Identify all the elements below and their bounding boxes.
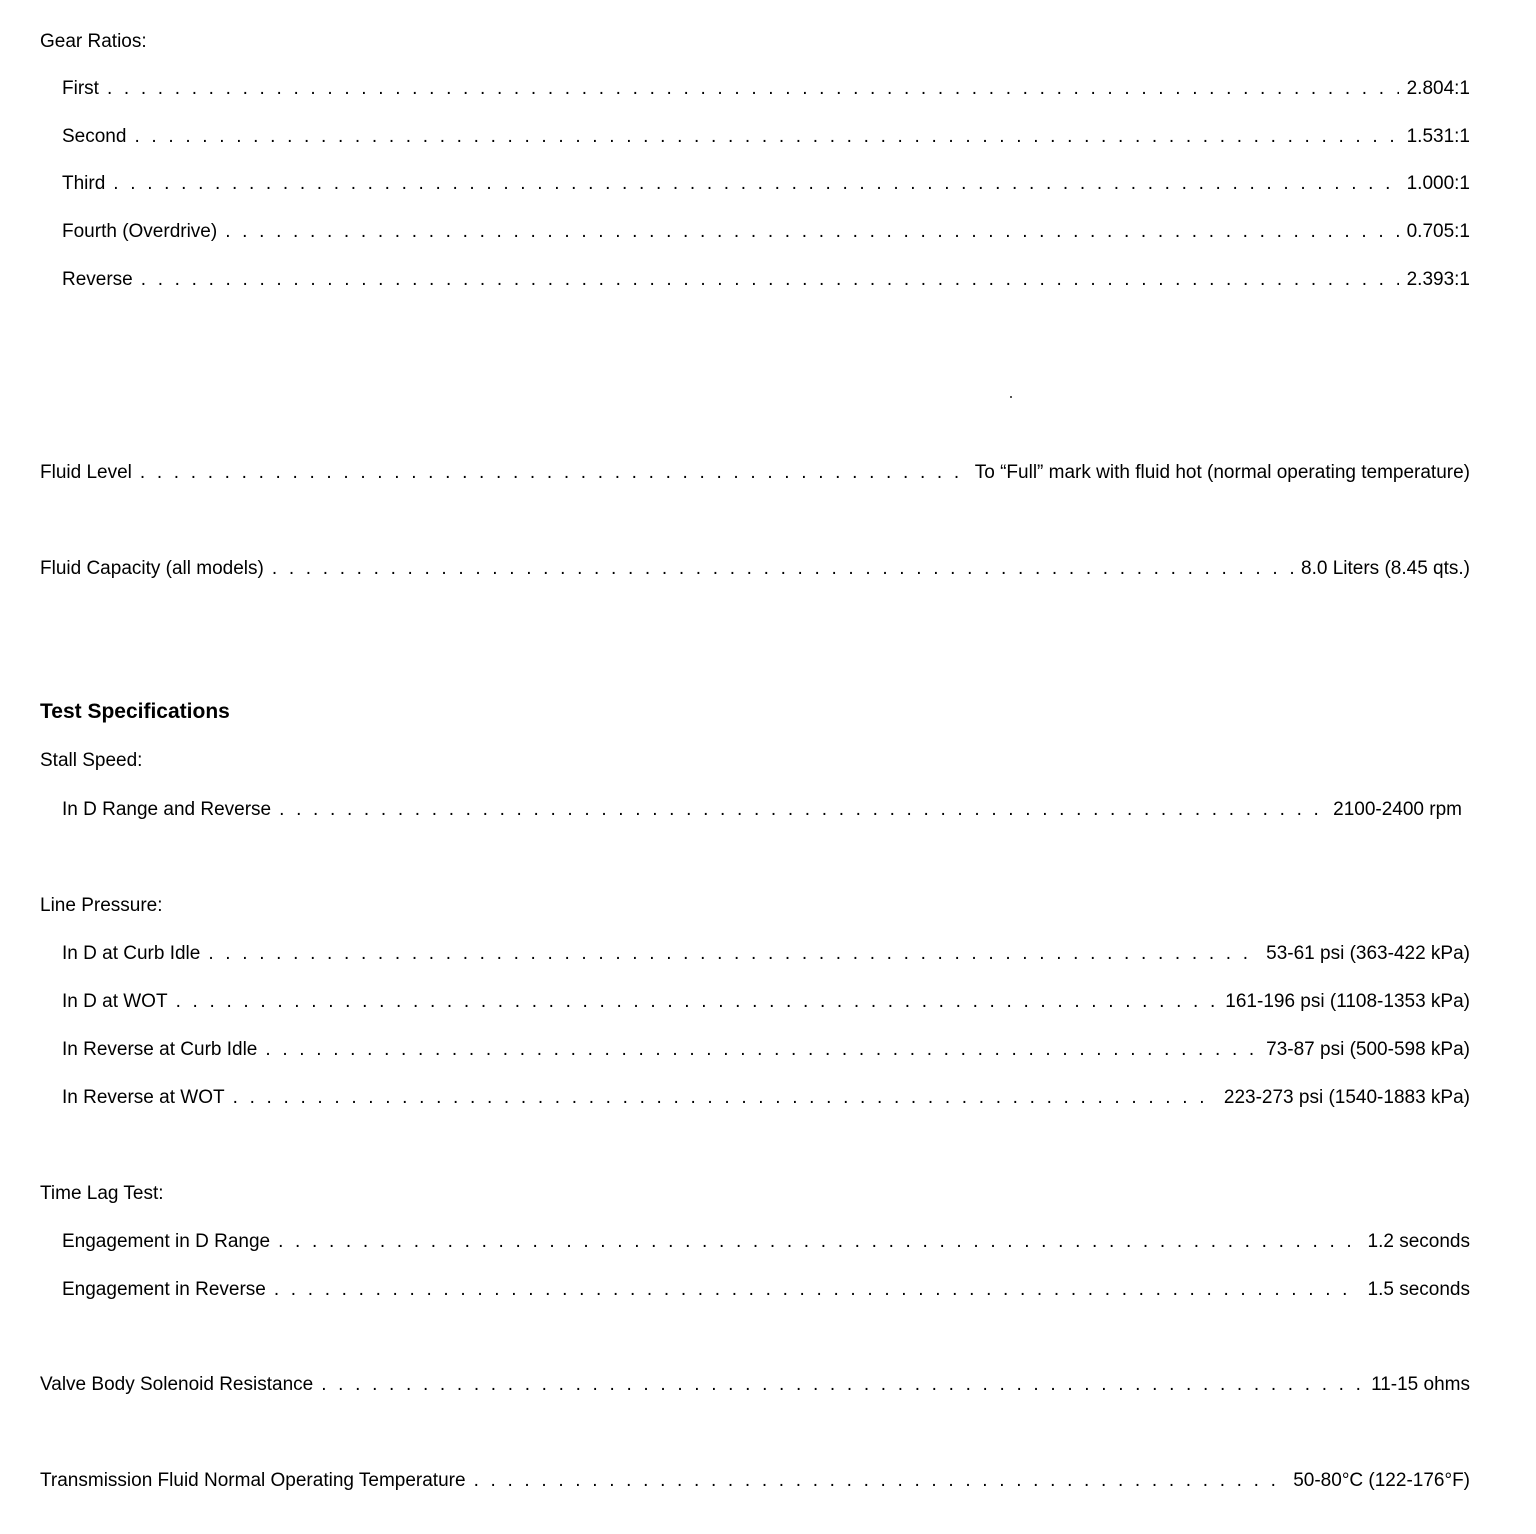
spec-label: In Reverse at Curb Idle (62, 1039, 258, 1060)
spec-row-engagement-d (62, 1228, 1470, 1256)
spec-label: Engagement in Reverse (62, 1279, 266, 1300)
spec-label: Fluid Level (40, 462, 132, 483)
spec-value: 1.5 seconds (1367, 1279, 1470, 1300)
spec-row-third (62, 170, 1470, 198)
dot-leader (225, 218, 1398, 246)
spec-label: Second (62, 126, 127, 147)
spec-value: 1.2 seconds (1367, 1231, 1470, 1252)
dot-leader (141, 266, 1399, 294)
spec-value: 1.000:1 (1406, 173, 1470, 194)
dot-leader (474, 1467, 1286, 1495)
dot-leader (176, 988, 1218, 1016)
spec-value: 0.705:1 (1406, 221, 1470, 242)
spec-value: 11-15 ohms (1371, 1374, 1470, 1395)
section-title: Test Specifications (40, 700, 230, 723)
dot-leader (134, 123, 1398, 151)
spec-row-d-curb-idle (62, 940, 1470, 968)
spec-row-solenoid-resistance (40, 1371, 1470, 1399)
dot-leader (321, 1371, 1363, 1399)
spec-value: 50-80°C (122-176°F) (1293, 1470, 1470, 1491)
gear-ratios-heading: Gear Ratios: (40, 31, 147, 52)
dot-leader (140, 459, 967, 487)
dot-leader (278, 1228, 1359, 1256)
spec-label: In D Range and Reverse (62, 799, 272, 820)
spec-row-second (62, 123, 1470, 151)
spec-value: 1.531:1 (1406, 126, 1470, 147)
spec-row-fluid-capacity (40, 555, 1470, 583)
scan-speck (1010, 396, 1012, 398)
spec-row-reverse-curb-idle (62, 1036, 1470, 1064)
dot-leader (265, 1036, 1258, 1064)
dot-leader (233, 1084, 1216, 1112)
spec-row-engagement-reverse (62, 1276, 1470, 1304)
time-lag-heading: Time Lag Test: (40, 1183, 164, 1204)
spec-value: 2.804:1 (1406, 78, 1470, 99)
spec-label: In D at Curb Idle (62, 943, 201, 964)
spec-label: Fourth (Overdrive) (62, 221, 218, 242)
dot-leader (279, 796, 1325, 824)
stall-speed-heading: Stall Speed: (40, 750, 143, 771)
spec-value: 8.0 Liters (8.45 qts.) (1301, 558, 1470, 579)
spec-row-fluid-temperature (40, 1467, 1470, 1495)
spec-label: Engagement in D Range (62, 1231, 271, 1252)
spec-label: Reverse (62, 269, 133, 290)
spec-row-reverse-wot (62, 1084, 1470, 1112)
spec-row-fluid-level (40, 459, 1470, 487)
dot-leader (274, 1276, 1360, 1304)
spec-value: 2100-2400 rpm (1333, 799, 1462, 820)
spec-row-d-wot (62, 988, 1470, 1016)
spec-label: Third (62, 173, 106, 194)
spec-label: First (62, 78, 99, 99)
spec-row-stall-speed (62, 796, 1462, 824)
spec-label: Fluid Capacity (all models) (40, 558, 264, 579)
dot-leader (107, 75, 1399, 103)
spec-label: Transmission Fluid Normal Operating Temperature (40, 1470, 466, 1491)
spec-label: Valve Body Solenoid Resistance (40, 1374, 314, 1395)
spec-value: 161-196 psi (1108-1353 kPa) (1225, 991, 1470, 1012)
spec-label: In Reverse at WOT (62, 1087, 225, 1108)
dot-leader (113, 170, 1398, 198)
line-pressure-heading: Line Pressure: (40, 895, 163, 916)
spec-value: 2.393:1 (1406, 269, 1470, 290)
spec-row-reverse (62, 266, 1470, 294)
dot-leader (208, 940, 1258, 968)
spec-value: 223-273 psi (1540-1883 kPa) (1223, 1087, 1470, 1108)
spec-row-fourth (62, 218, 1470, 246)
spec-value: To “Full” mark with fluid hot (normal operating temperature) (974, 462, 1470, 483)
spec-value: 73-87 psi (500-598 kPa) (1266, 1039, 1470, 1060)
spec-label: In D at WOT (62, 991, 168, 1012)
spec-row-first (62, 75, 1470, 103)
spec-value: 53-61 psi (363-422 kPa) (1266, 943, 1470, 964)
dot-leader (272, 555, 1293, 583)
